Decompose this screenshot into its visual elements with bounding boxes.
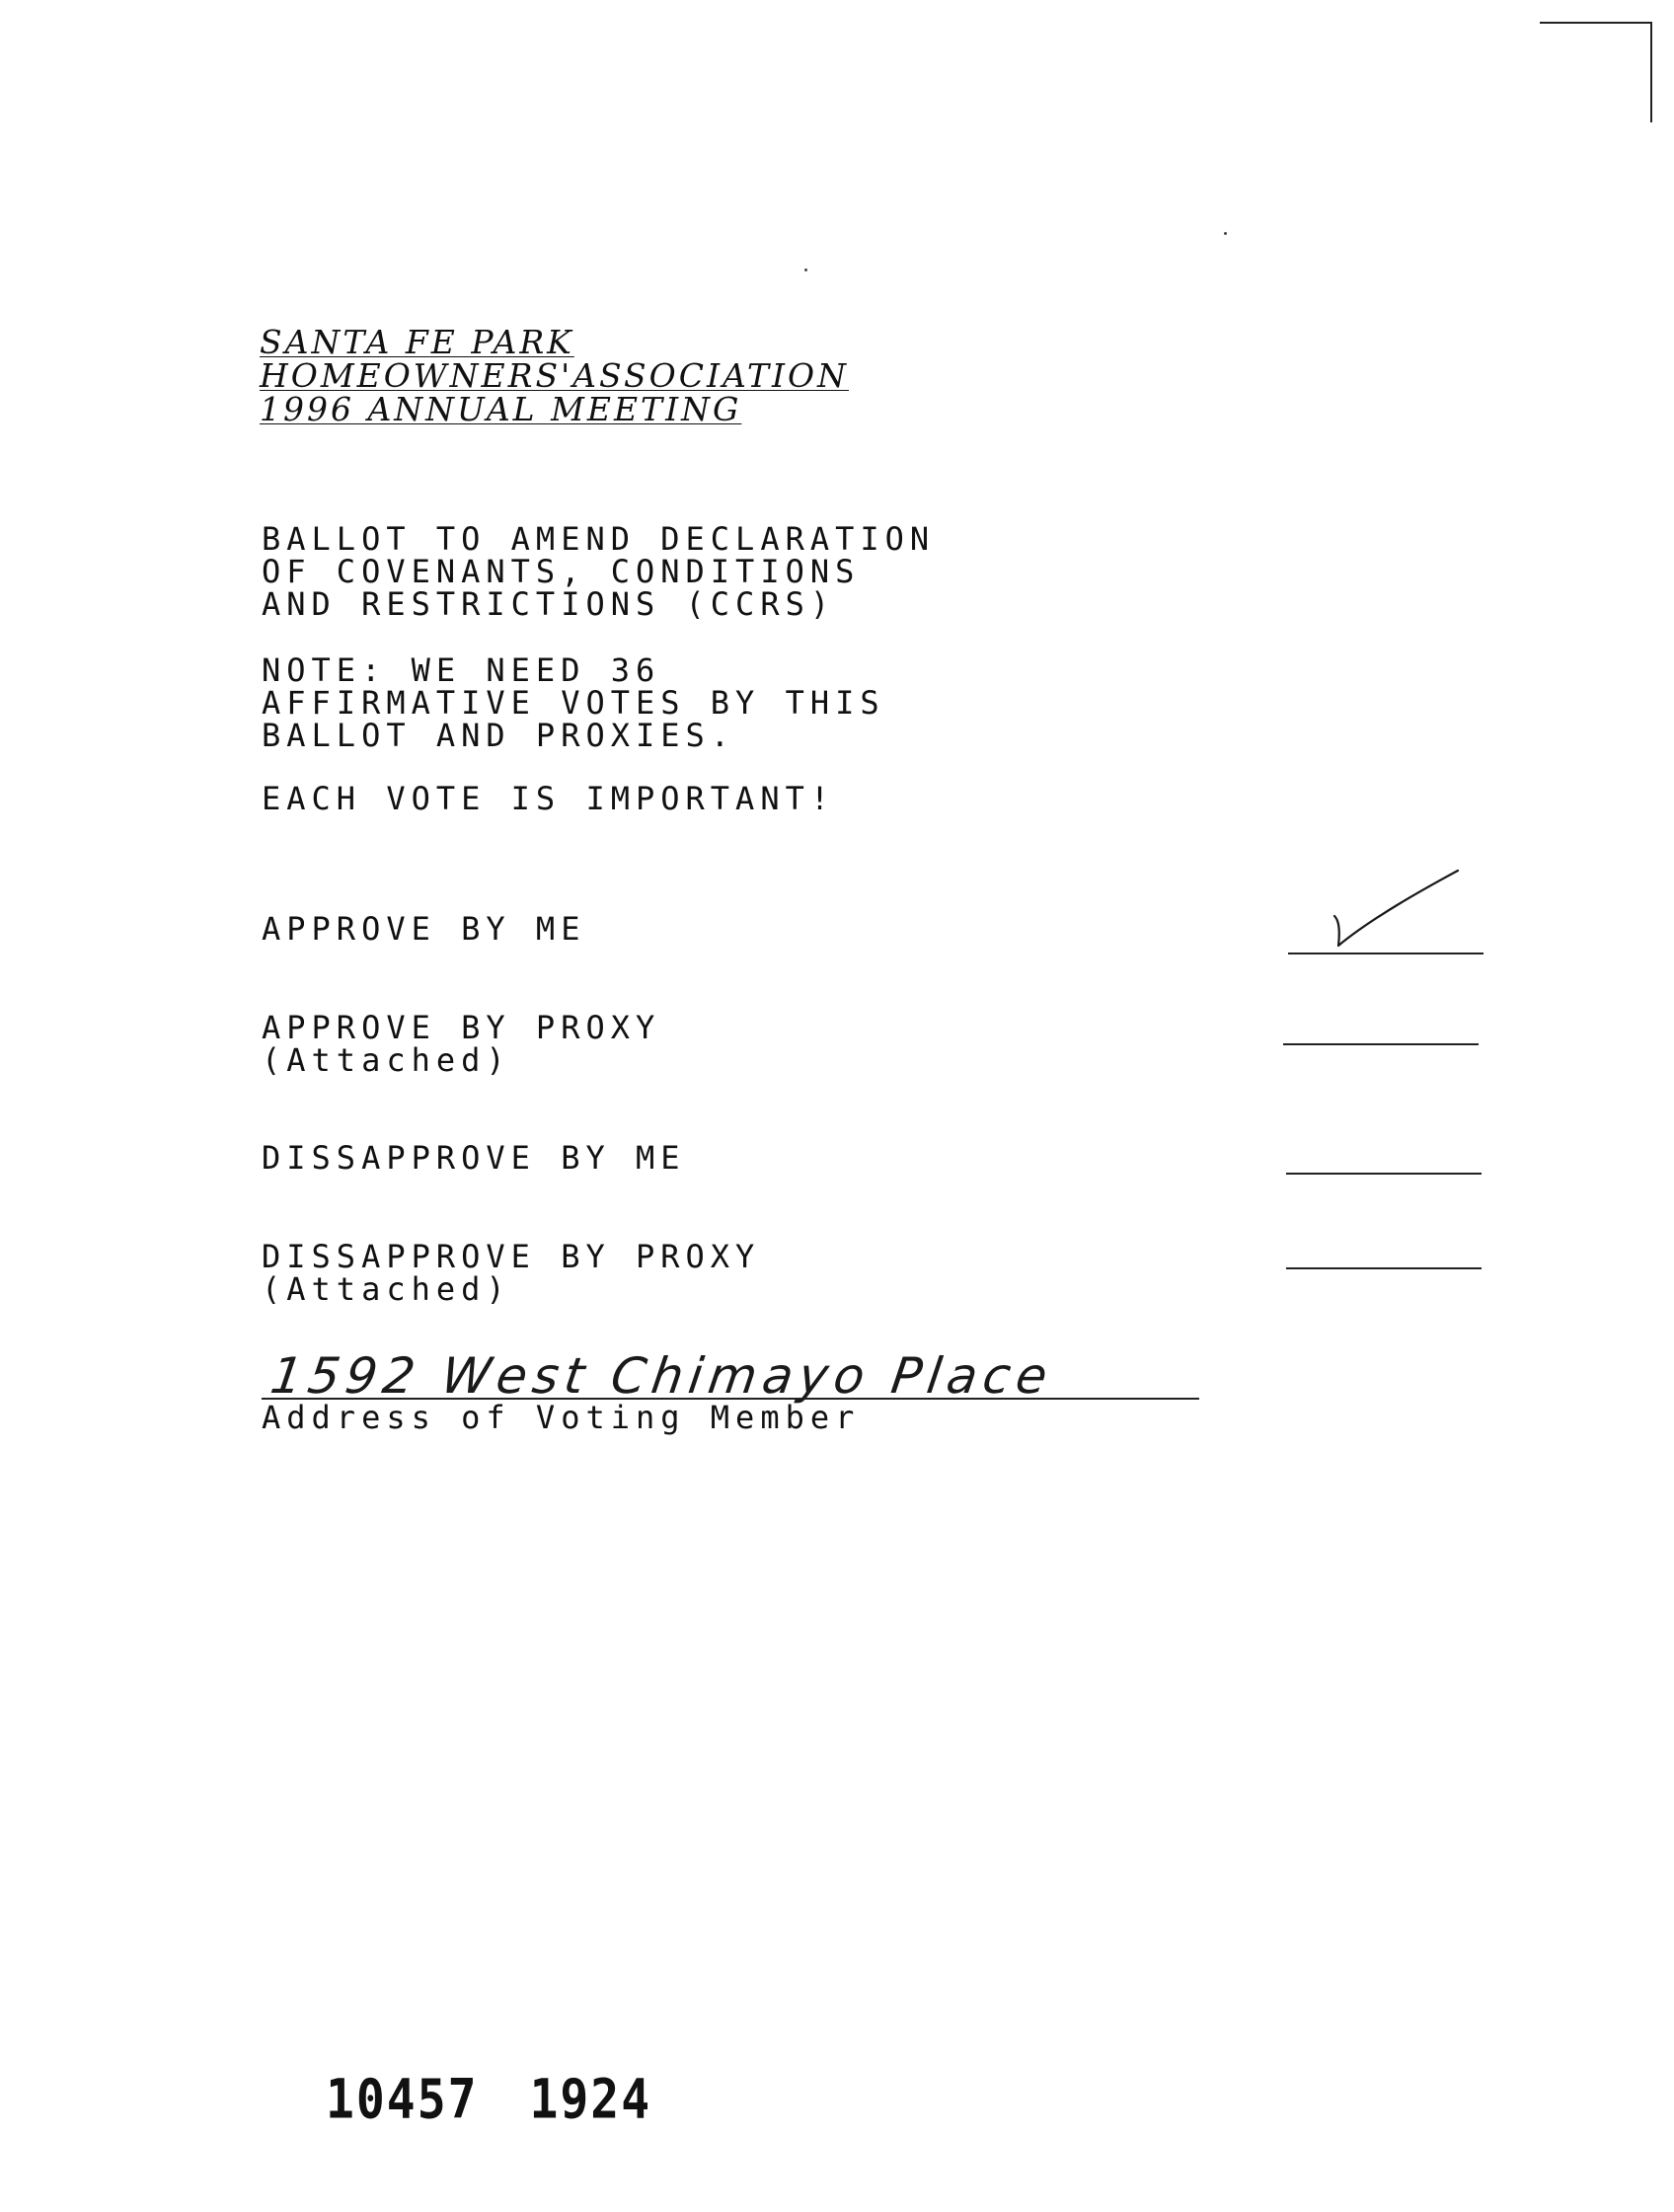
vote-blank-line[interactable] <box>1286 1173 1482 1175</box>
address-field[interactable] <box>262 1347 1249 1436</box>
note-line-2: AFFIRMATIVE VOTES BY THIS <box>262 684 885 722</box>
vote-blank-line[interactable] <box>1283 1043 1479 1045</box>
ballot-title-line-1: BALLOT TO AMEND DECLARATION <box>262 520 936 558</box>
document-id <box>326 2068 651 2131</box>
ballot-title-line-2: OF COVENANTS, CONDITIONS <box>262 553 861 590</box>
option-approve-by-proxy[interactable] <box>262 1009 1485 1079</box>
option-label: DISSAPPROVE BY PROXY <box>262 1238 761 1275</box>
header-line-2: HOMEOWNERS'ASSOCIATION <box>260 356 849 395</box>
document-id-part-1: 10457 <box>326 2068 479 2132</box>
checkmark-icon <box>1332 869 1461 948</box>
association-header <box>260 323 849 428</box>
importance-text: EACH VOTE IS IMPORTANT! <box>262 780 836 817</box>
note-line-3: BALLOT AND PROXIES. <box>262 717 736 754</box>
scan-speck <box>804 268 807 271</box>
header-line-3: 1996 ANNUAL MEETING <box>260 390 742 428</box>
option-sublabel: (Attached) <box>262 1041 511 1079</box>
scan-corner-mark <box>1540 22 1652 122</box>
document-id-part-2: 1924 <box>529 2068 652 2132</box>
header-line-1: SANTA FE PARK <box>260 323 574 361</box>
ballot-title <box>262 520 936 623</box>
address-label: Address of Voting Member <box>262 1399 861 1436</box>
option-sublabel: (Attached) <box>262 1270 511 1308</box>
ballot-title-line-3: AND RESTRICTIONS (CCRS) <box>262 585 836 623</box>
vote-blank-line[interactable] <box>1288 953 1484 954</box>
scan-speck <box>1224 232 1227 235</box>
ballot-note <box>262 651 885 754</box>
vote-blank-line[interactable] <box>1286 1267 1482 1269</box>
option-label: APPROVE BY PROXY <box>262 1009 661 1046</box>
option-label: DISSAPPROVE BY ME <box>262 1139 686 1177</box>
option-disapprove-by-proxy[interactable] <box>262 1238 1485 1308</box>
option-label: APPROVE BY ME <box>262 910 586 948</box>
option-approve-by-me[interactable] <box>262 910 1485 948</box>
option-disapprove-by-me[interactable] <box>262 1139 1485 1177</box>
address-value: 1592 West Chimayo Place <box>266 1347 1057 1405</box>
note-line-1: NOTE: WE NEED 36 <box>262 651 661 689</box>
